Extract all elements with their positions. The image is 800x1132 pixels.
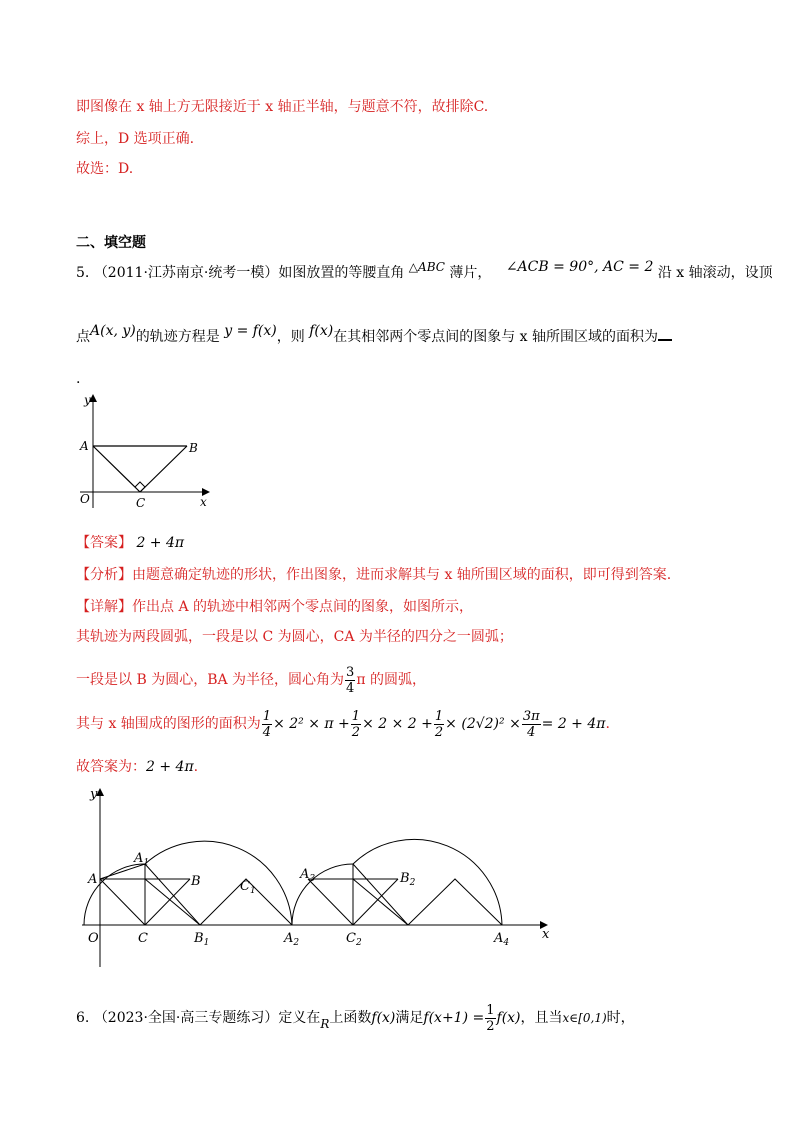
detail-text-5c: . (193, 759, 199, 775)
fig2-label-a: A (88, 872, 98, 887)
detail-text-5a: 故答案为： (76, 759, 146, 775)
answer-line (76, 532, 184, 554)
q6-line-1 (76, 998, 635, 1038)
q5-number: 5. (76, 265, 90, 281)
q5-function-2: f(x) (309, 323, 334, 339)
fig2-label-o: O (88, 931, 99, 946)
q5-condition: ∠ACB = 90°, AC = 2 (505, 259, 654, 275)
q6-text-a: 定义在 (278, 1010, 321, 1026)
fig2-segment-b2c2 (353, 879, 398, 925)
q5-point: A(x, y) (90, 323, 136, 339)
detail-text-4a: 其与 x 轴围成的图形的面积为 (76, 716, 261, 732)
answer-label: 【答案】 (76, 535, 132, 551)
fig2-label-a4: $A_4$ (494, 931, 510, 948)
fig2-label-b: B (191, 874, 201, 889)
detail-label: 【详解】 (76, 599, 132, 615)
q5-period: . (76, 371, 81, 387)
q6-number: 6. (76, 1010, 90, 1026)
detail-text-3b: π 的圆弧， (356, 672, 426, 688)
fig2-label-b2: $B_2$ (400, 871, 416, 888)
fig2-label-a3: $A_3$ (300, 867, 316, 884)
fraction-numerator: 3 (346, 664, 355, 680)
fig1-side-bc (140, 446, 187, 492)
detail-line-2: 其轨迹为两段圆弧，一段是以 C 为圆心，CA 为半径的四分之一圆弧； (76, 629, 513, 645)
fig1-label-x: x (200, 495, 207, 509)
figure-2-trajectory-diagram (70, 782, 560, 972)
analysis-label: 【分析】 (76, 567, 132, 583)
fig1-right-angle-mark (135, 482, 145, 492)
q6-rhs: f(x) (496, 1010, 521, 1026)
fig1-label-a: A (80, 439, 89, 453)
fig2-label-c: C (138, 931, 148, 946)
detail-text-4b: . (605, 716, 610, 732)
q5-text-b: 薄片， (449, 265, 492, 281)
detail-line-3 (76, 660, 426, 700)
analysis-text: 由题意确定轨迹的形状，作出图象，进而求解其与 x 轴所围区域的面积，即可得到答案. (132, 567, 672, 583)
fig2-segment-aa1 (100, 864, 145, 879)
q6-condition: x∈[0,1) (562, 1011, 607, 1025)
detail-line-1 (76, 596, 473, 618)
q5-line-2 (76, 323, 672, 348)
q5-text-g: 在其相邻两个零点间的图象与 x 轴所围区域的面积为 (333, 329, 659, 345)
q6-lhs: f(x+1) = (423, 1010, 485, 1026)
analysis-line (76, 564, 671, 586)
fig1-label-c: C (136, 496, 146, 510)
fig1-label-o: O (80, 492, 90, 506)
fraction-three-quarters (345, 665, 355, 696)
detail-line-4 (76, 704, 610, 744)
q5-line-1 (76, 259, 773, 284)
q5-text-c: 沿 x 轴滚动，设顶 (657, 265, 773, 281)
fig1-label-y: y (84, 393, 91, 407)
fig2-label-c1: $C_1$ (240, 879, 256, 896)
figure-1-diagram (70, 390, 220, 515)
area-formula: $\frac{1}{4}$ × 2² × π + $\frac{1}{2}$ × 2 × 2 + $\frac{1}{2}$ × (2√2)² × $\frac{3\pi}{4}$ = 2 + 4π (262, 708, 606, 740)
q5-text-f: ，则 (276, 329, 305, 345)
fig2-large-arc-1 (145, 841, 292, 925)
detail-text-5b: 2 + 4π (146, 759, 194, 775)
detail-text-3a: 一段是以 B 为圆心，BA 为半径，圆心角为 (76, 672, 345, 688)
q5-triangle: △ABC (408, 260, 445, 274)
q6-fx: f(x) (371, 1010, 396, 1026)
q5-text-d: 点 (76, 329, 90, 345)
fig2-label-b1: $B_1$ (194, 931, 210, 948)
q6-text-c: 满足 (395, 1010, 424, 1026)
q5-text-e: 的轨迹方程是 (135, 329, 220, 345)
fig2-segment-a3c2 (308, 879, 353, 925)
q6-source: （2023·全国·高三专题练习） (93, 1010, 279, 1026)
fig2-large-arc-2 (353, 839, 502, 925)
detail-line-5 (76, 756, 198, 778)
fig2-label-y: y (90, 787, 98, 802)
fig1-label-b: B (189, 441, 198, 455)
fig1-side-ac (93, 446, 140, 492)
q6-text-e: 时， (606, 1010, 635, 1026)
fig2-label-c2: $C_2$ (346, 931, 362, 948)
prev-solution-line-1: 即图像在 x 轴上方无限接近于 x 轴正半轴，与题意不符，故排除C. (76, 99, 489, 115)
fraction-denominator: 4 (346, 680, 355, 696)
q6-fraction: $\frac{1}{2}$ (486, 1002, 495, 1034)
fig2-segment-ac (100, 879, 145, 925)
prev-solution-line-3: 故选：D. (76, 161, 134, 177)
q6-r: R (320, 1017, 330, 1031)
fig2-segment-bc (145, 879, 190, 925)
q5-text-a: 如图放置的等腰直角 (278, 265, 405, 281)
answer-blank (658, 327, 672, 341)
answer-value: 2 + 4π (136, 535, 185, 551)
detail-text-1: 作出点 A 的轨迹中相邻两个零点间的图象，如图所示， (132, 599, 474, 615)
fig2-label-a1: $A_1$ (134, 851, 150, 868)
q5-source: （2011·江苏南京·统考一模） (93, 265, 279, 281)
q5-function: y = f(x) (224, 323, 277, 339)
prev-solution-line-2: 综上，D 选项正确. (76, 131, 195, 147)
q6-text-b: 上函数 (329, 1010, 372, 1026)
fig2-label-a2: $A_2$ (284, 931, 300, 948)
fig2-label-x: x (542, 927, 550, 942)
section-heading: 二、填空题 (76, 235, 146, 251)
fig2-triangle-2 (408, 879, 502, 925)
q6-text-d: ，且当 (520, 1010, 563, 1026)
